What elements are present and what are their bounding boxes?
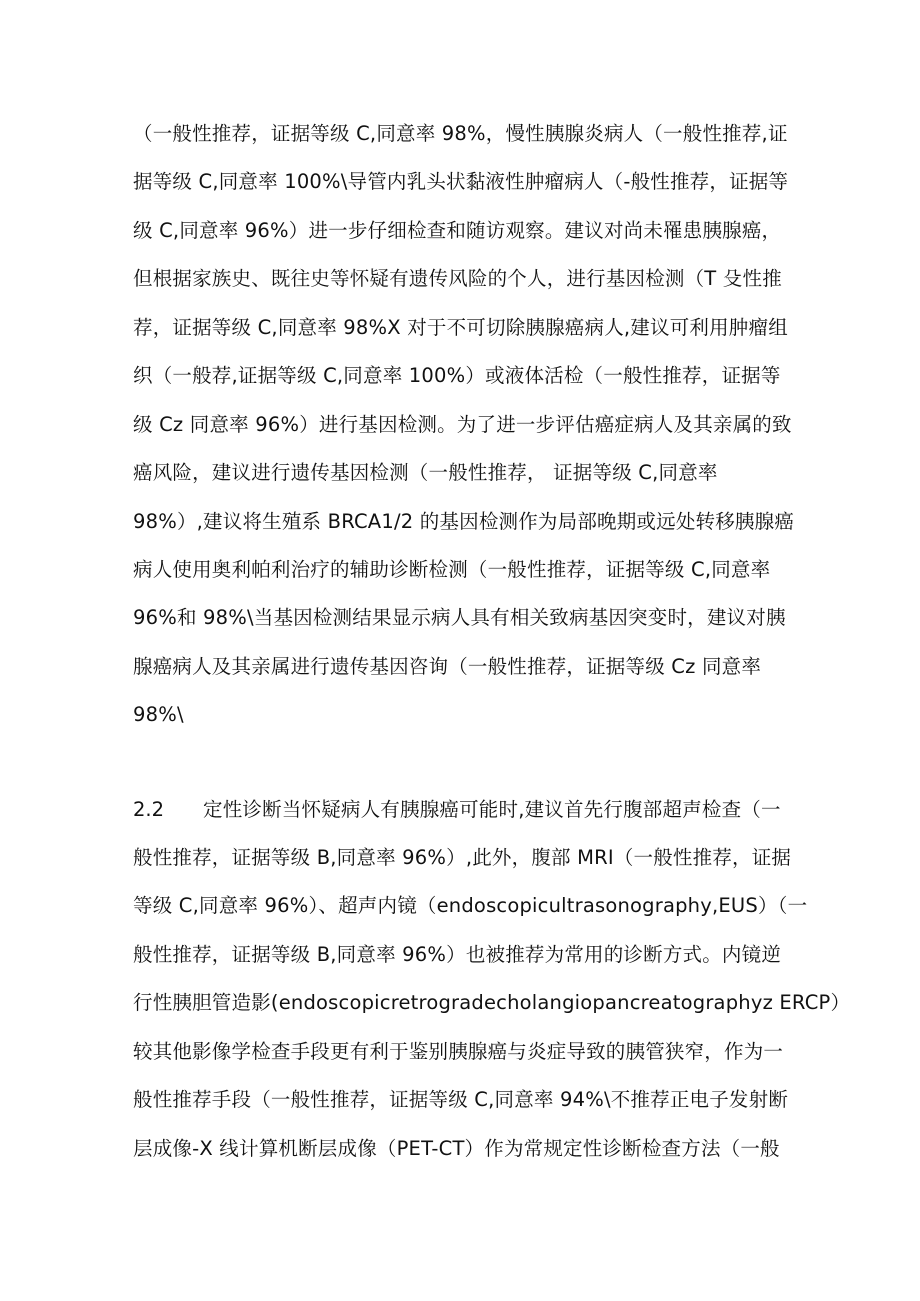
paragraph-line: 荐，证据等级 C,同意率 98%X 对于不可切除胰腺癌病人,建议可利用肿瘤组 <box>133 316 788 339</box>
paragraph-line: 病人使用奥利帕利治疗的辅助诊断检测（一般性推荐，证据等级 C,同意率 <box>133 558 771 581</box>
paragraph-line: 96%和 98%\当基因检测结果显示病人具有相关致病基因突变时，建议对胰 <box>133 606 786 629</box>
section-first-line: 定性诊断当怀疑病人有胰腺癌可能时,建议首先行腹部超声检查（一 <box>203 798 781 821</box>
paragraph-line: 织（一般荐,证据等级 C,同意率 100%）或液体活检（一般性推荐，证据等 <box>133 364 781 387</box>
paragraph-line: 级 C,同意率 96%）进一步仔细检查和随访观察。建议对尚未罹患胰腺癌， <box>133 219 782 242</box>
section-line: 等级 C,同意率 96%）、超声内镜（endoscopicultrasonography,EUS）（一 <box>133 894 808 917</box>
section-line: 般性推荐，证据等级 B,同意率 96%）也被推荐为常用的诊断方式。内镜逆 <box>133 943 782 966</box>
paragraph-line: 98%\ <box>133 703 184 726</box>
section-line: 行性胰胆管造影(endoscopicretrogradecholangiopancreatographyz ERCP） <box>133 991 851 1014</box>
paragraph-line: 癌风险，建议进行遗传基因检测（一般性推荐， 证据等级 C,同意率 <box>133 461 718 484</box>
section-line: 较其他影像学检查手段更有利于鉴别胰腺癌与炎症导致的胰管狭窄，作为一 <box>133 1040 784 1063</box>
section-line: 层成像-X 线计算机断层成像（PET-CT）作为常规定性诊断检查方法（一般 <box>133 1137 780 1160</box>
paragraph-line: （一般性推荐，证据等级 C,同意率 98%，慢性胰腺炎病人（一般性推荐,证 <box>133 122 788 145</box>
section-number: 2.2 <box>133 798 165 821</box>
section-line: 般性推荐手段（一般性推荐，证据等级 C,同意率 94%\不推荐正电子发射断 <box>133 1088 789 1111</box>
paragraph-line: 98%）,建议将生殖系 BRCA1/2 的基因检测作为局部晚期或远处转移胰腺癌 <box>133 510 795 533</box>
section-line: 般性推荐，证据等级 B,同意率 96%）,此外，腹部 MRI（一般性推荐，证据 <box>133 846 792 869</box>
paragraph-line: 腺癌病人及其亲属进行遗传基因咨询（一般性推荐，证据等级 Cz 同意率 <box>133 655 762 678</box>
paragraph-line: 但根据家族史、既往史等怀疑有遗传风险的个人，进行基因检测（T 殳性推 <box>133 267 782 290</box>
paragraph-line: 据等级 C,同意率 100%\导管内乳头状黏液性肿瘤病人（-般性推荐，证据等 <box>133 170 789 193</box>
paragraph-line: 级 Cz 同意率 96%）进行基因检测。为了进一步评估癌症病人及其亲属的致 <box>133 413 792 436</box>
